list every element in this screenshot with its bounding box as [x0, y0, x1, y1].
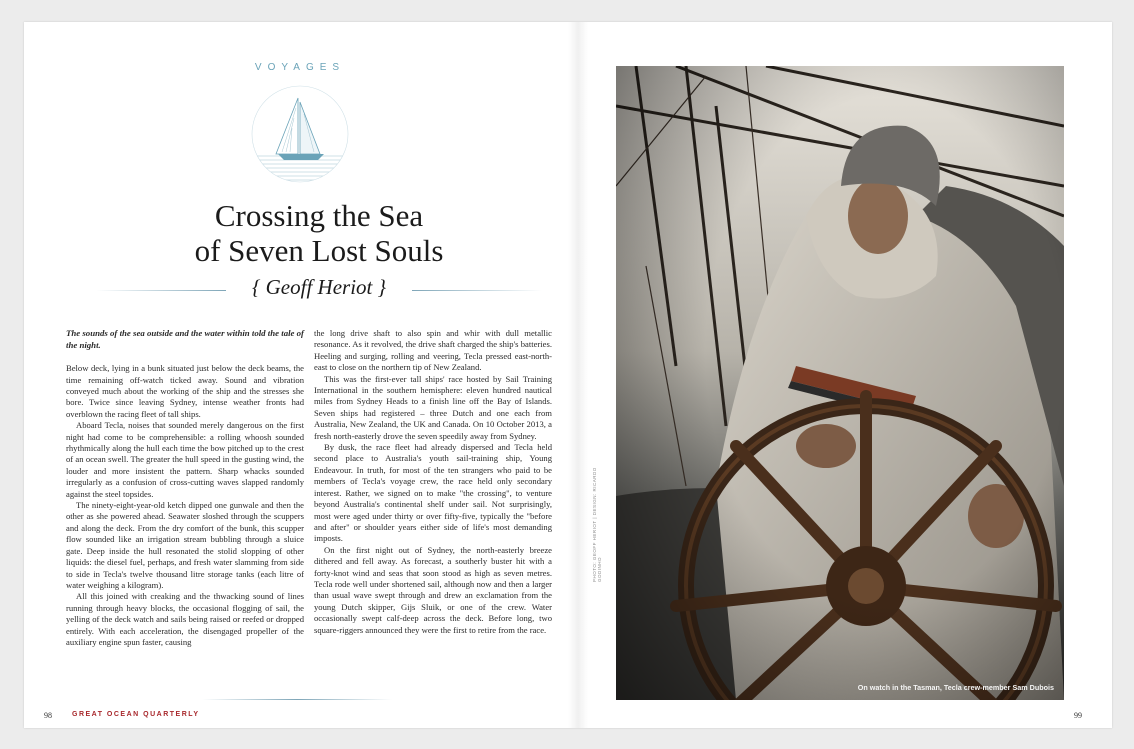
paragraph: On the first night out of Sydney, the north-easterly breeze dithered and fell away. As forecast, a southerly buster hit with a forty-knot wind and seas that soon stood as high as seven metres. Tecla rode well under shortened sail, although now and then a larger than usual wave swept through and drew an exclamation from the young Dutch skipper, Gijs Sluik, or one of the crew. Water occasionally swept calf-deep across the deck. Before long, two square-riggers announced they were the first to retire from the race. [314, 544, 552, 635]
magazine-spread [24, 22, 1112, 728]
byline-rule-left [96, 290, 226, 291]
byline [94, 275, 544, 305]
article-photo [616, 66, 1064, 700]
photo-credit: PHOTO: GEOFF HERIOT | DESIGN: RICARDO GODINHO [592, 467, 602, 582]
lede: The sounds of the sea outside and the water within told the tale of the night. [66, 328, 304, 350]
publication-name: GREAT OCEAN QUARTERLY [72, 711, 200, 718]
paragraph: the long drive shaft to also spin and whir with dull metallic resonance. As it revolved, the drive shaft charged the ship's batteries. Heeling and surging, rolling and veering, Tecla pressed east-north-east to close on the northern tip of New Zealand. [314, 328, 552, 373]
paragraph: By dusk, the race fleet had already dispersed and Tecla held second place to Australia's youth sail-training ship, Young Endeavour. In truth, for most of the ten strangers who paid to be members of Tecla's voyage crew, the race held only secondary interest. Rather, we signed on to make "the crossing", to venture beyond Australia's continental shelf under sail. Not surprisingly, most were aged under thirty or over fifty-five, typically the "before and after" or shoulder years either side of life's most demanding imposts. [314, 442, 552, 544]
paragraph: Aboard Tecla, noises that sounded merely dangerous on the first night had come to be comprehensible: a rolling whoosh sounded rhythmically along the hull each time the bow pitched up to the crest of an ocean swell. The greater the hull speed in the gusting wind, the louder and more insistent the pattern. Sharp whacks sounded irregularly as a confusion of cross-cutting waves slapped randomly against the steel topsides. [66, 420, 304, 499]
paragraph: This was the first-ever tall ships' race hosted by Sail Training International in the southern hemisphere: eleven hundred nautical miles from Sydney Heads to a finish line off the Bay of Islands. Seven ships had registered – three Dutch and one each from Australia, New Zealand, the UK and Canada. On 10 October 2013, a fresh north-easterly drove the seven speedily away from Sydney. [314, 373, 552, 441]
helmsman-illustration [616, 66, 1064, 700]
sailboat-icon [246, 62, 354, 192]
title-line-2: of Seven Lost Souls [194, 233, 444, 268]
title-line-1: Crossing the Sea [214, 198, 424, 233]
page-gutter [568, 22, 588, 728]
text-column-1 [66, 328, 304, 648]
paragraph: Below deck, lying in a bunk situated just below the deck beams, the time remaining off-watch ticked away. Sound and vibration conveyed much about the working of the ship and the stresses she bore. Twice since leaving Sydney, intense weather fronts had overblown the racing fleet of tall ships. [66, 363, 304, 419]
page-number-right: 99 [1074, 711, 1082, 720]
photo-caption: On watch in the Tasman, Tecla crew-member Sam Dubois [857, 683, 1054, 692]
bottom-rule [202, 699, 392, 700]
article-title [144, 198, 494, 268]
paragraph: The ninety-eight-year-old ketch dipped one gunwale and then the other as she powered ahead. Seawater sloshed through the scuppers and along the deck. From the dry comfort of the bunk, this scupper flow sounded like an irrigation stream bubbling through a sluice gate. Deep inside the hull resonated the stolid slopping of other liquids: the diesel fuel, perhaps, and fresh water slamming from side to side in Tecla's twelve thousand litre storage tanks (each litre of water weighing a kilogram). [66, 500, 304, 590]
page-number-left: 98 [44, 711, 52, 720]
section-label: VOYAGES [254, 62, 346, 73]
byline-rule-right [412, 290, 542, 291]
author-name: { Geoff Heriot } [251, 275, 387, 299]
paragraph: All this joined with creaking and the thwacking sound of lines running through heavy blocks, the occasional flogging of sail, the yelling of the deck watch and sails being raised or reefed or dropped entirely. With each acceleration, the disengaged propeller of the auxiliary engine spun faster, causing [66, 591, 304, 647]
text-column-2 [314, 328, 552, 636]
voyages-emblem [246, 62, 354, 192]
